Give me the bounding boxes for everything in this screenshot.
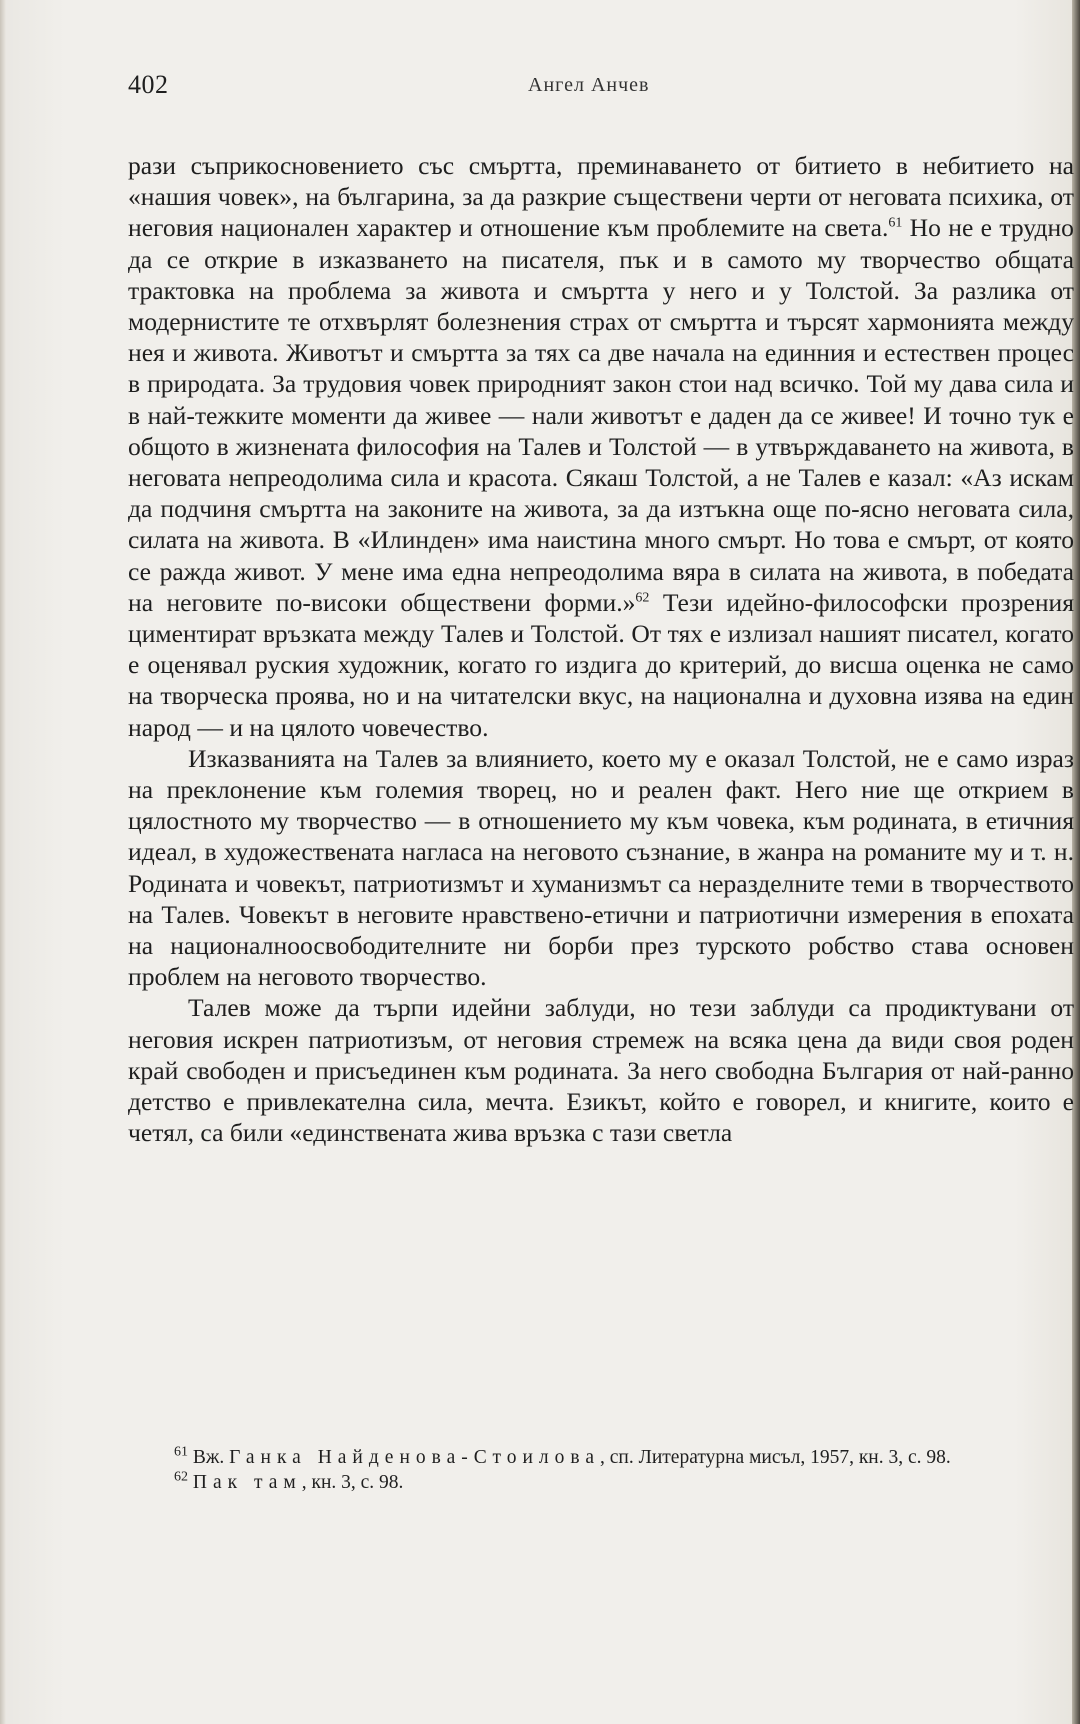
running-head-author: Ангел Анчев	[528, 74, 650, 96]
page-left-edge	[0, 0, 6, 1724]
paragraph-1-text-c: Тези идейно-философски прозрения циментират връзката между Талев и Толстой. От тях е излизал нашият писател, когато е оценявал руския художник, когато го издига до критерий, до висша оценка не само на творческа проява, но и на читателски вкус, на национална и духовна изява на един народ — и на цялото човечество.	[128, 587, 1074, 742]
footnote-62	[128, 1470, 1074, 1495]
footnote-number: 61	[174, 1444, 188, 1460]
page-header	[128, 70, 1068, 110]
footnote-ref-61: 61	[888, 215, 903, 231]
footnote-author: Пак там	[192, 1472, 302, 1493]
body-text	[128, 150, 1074, 1149]
page-number: 402	[128, 70, 169, 99]
paragraph-1-text-b: Но не е трудно да се открие в изказването на писателя, пък и в самото му творчество общата трактовка на проблема за живота и смъртта у него и у Толстой. За разлика от модернистите те отхвърлят болезнения страх от смъртта и търсят хармонията между нея и живота. Животът и смъртта за тях са две начала на единния и естествен процес в природата. За трудовия човек природният закон стои над всичко. Той му дава сила и в най-тежките моменти да живее — нали животът е даден да се живее! И точно тук е общото в жизнената философия на Талев и Толстой — в утвърждаването на живота, в неговата непреодолима сила и красота. Сякаш Толстой, а не Талев е казал: «Аз искам да подчиня смъртта на законите на живота, за да изтъкна още по-ясно неговата сила, силата на живота. В «Илинден» има наистина много смърт. Но това е смърт, от която се ражда живот. У мене има една непреодолима вяра в силата на живота, в победата на неговите по-високи обществени форми.»	[128, 213, 1074, 617]
footnote-author: Ганка Найденова-Стоилова	[229, 1447, 601, 1468]
paragraph-2: Изказванията на Талев за влиянието, което му е оказал Толстой, не е само израз на преклонение към големия творец, но и реален факт. Него ние ще открием в цялостното му творчество — в отношението му към човека, към родината, в етичния идеал, в художествената нагласа на неговото съзнание, в жанра на романите му и т. н. Родината и човекът, патриотизмът и хуманизмът са неразделните теми в творчеството на Талев. Човекът в неговите нравствено-етични и патриотични измерения в епохата на националноосвободителните ни борби през турското робство става основен проблем на неговото творчество.	[128, 743, 1074, 992]
footnote-prefix: Вж.	[188, 1447, 230, 1468]
paragraph-1	[128, 150, 1074, 743]
footnote-number: 62	[174, 1469, 188, 1485]
footnotes	[128, 1445, 1074, 1495]
paragraph-1-text-a: рази съприкосновението със смъртта, преминаването от битието в небитието на «нашия човек», на българина, за да разкрие съществени черти от неговата психика, от неговия национален характер и отношение към проблемите на света.	[128, 151, 1074, 243]
footnote-source: , сп. Литературна мисъл, 1957, кн. 3, с. 98.	[600, 1447, 951, 1468]
paragraph-3: Талев може да търпи идейни заблуди, но тези заблуди са продиктувани от неговия искрен патриотизъм, от неговия стремеж на всяка цена да види своя роден край свободен и присъединен към родината. За него свободна България от най-ранно детство е привлекателна сила, мечта. Езикът, който е говорел, и книгите, които е четял, са били «единствената жива връзка с тази светла	[128, 993, 1074, 1148]
footnote-ref-62: 62	[635, 590, 650, 606]
footnote-61	[128, 1445, 1074, 1470]
footnote-source: , кн. 3, с. 98.	[301, 1472, 404, 1493]
